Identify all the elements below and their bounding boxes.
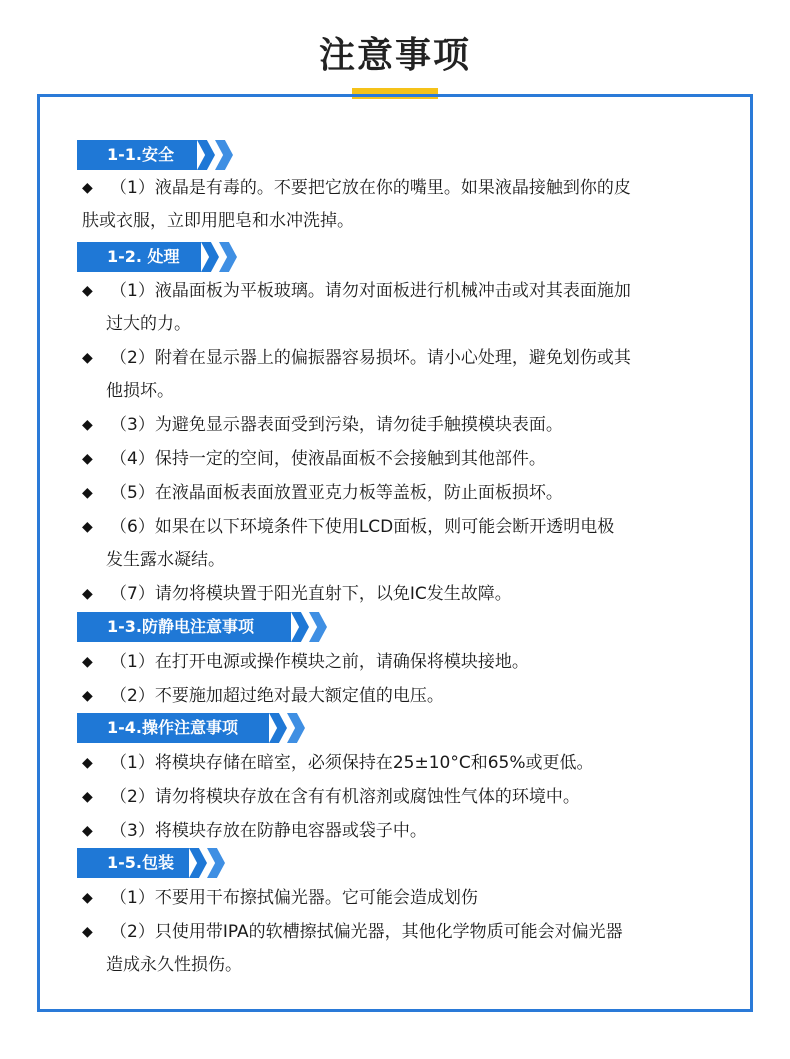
list-item: （1）不要用干布擦拭偏光器。它可能会造成划伤 [110, 888, 478, 908]
section-label: 1-3.防静电注意事项 [77, 612, 291, 642]
list-item-continuation: 造成永久性损伤。 [106, 955, 242, 975]
list-item: （2）请勿将模块存放在含有有机溶剂或腐蚀性气体的环境中。 [110, 787, 580, 807]
list-item: （2）附着在显示器上的偏振器容易损坏。请小心处理，避免划伤或其 [110, 348, 631, 368]
diamond-bullet-icon: ◆ [82, 519, 93, 535]
list-item: （7）请勿将模块置于阳光直射下，以免IC发生故障。 [110, 584, 512, 604]
section-label: 1-1.安全 [77, 140, 197, 170]
diamond-bullet-icon: ◆ [82, 654, 93, 670]
list-item: （1）液晶面板为平板玻璃。请勿对面板进行机械冲击或对其表面施加 [110, 281, 631, 301]
diamond-bullet-icon: ◆ [82, 688, 93, 704]
diamond-bullet-icon: ◆ [82, 180, 93, 196]
list-item: （4）保持一定的空间，使液晶面板不会接触到其他部件。 [110, 449, 546, 469]
diamond-bullet-icon: ◆ [82, 789, 93, 805]
list-item: （2）只使用带IPA的软槽擦拭偏光器，其他化学物质可能会对偏光器 [110, 922, 623, 942]
list-item: （6）如果在以下环境条件下使用LCD面板，则可能会断开透明电极 [110, 517, 615, 537]
list-item-continuation: 发生露水凝结。 [106, 550, 225, 570]
diamond-bullet-icon: ◆ [82, 417, 93, 433]
list-item: （1）将模块存储在暗室，必须保持在25±10°C和65%或更低。 [110, 753, 594, 773]
diamond-bullet-icon: ◆ [82, 451, 93, 467]
diamond-bullet-icon: ◆ [82, 586, 93, 602]
section-label: 1-4.操作注意事项 [77, 713, 269, 743]
list-item: （3）将模块存放在防静电容器或袋子中。 [110, 821, 427, 841]
page-title: 注意事项 [318, 35, 471, 76]
diamond-bullet-icon: ◆ [82, 823, 93, 839]
diamond-bullet-icon: ◆ [82, 283, 93, 299]
diamond-bullet-icon: ◆ [82, 485, 93, 501]
list-item: （2）不要施加超过绝对最大额定值的电压。 [110, 686, 444, 706]
list-item: （1）在打开电源或操作模块之前，请确保将模块接地。 [110, 652, 529, 672]
list-item-continuation: 过大的力。 [106, 314, 191, 334]
diamond-bullet-icon: ◆ [82, 350, 93, 366]
section-label: 1-2. 处理 [77, 242, 201, 272]
list-item: （5）在液晶面板表面放置亚克力板等盖板，防止面板损坏。 [110, 483, 563, 503]
section-label: 1-5.包装 [77, 848, 189, 878]
list-item: （1）液晶是有毒的。不要把它放在你的嘴里。如果液晶接触到你的皮 [110, 178, 631, 198]
diamond-bullet-icon: ◆ [82, 755, 93, 771]
list-item-continuation: 他损坏。 [106, 381, 174, 401]
diamond-bullet-icon: ◆ [82, 890, 93, 906]
list-item-continuation: 肤或衣服，立即用肥皂和水冲洗掉。 [82, 211, 354, 231]
diamond-bullet-icon: ◆ [82, 924, 93, 940]
list-item: （3）为避免显示器表面受到污染，请勿徒手触摸模块表面。 [110, 415, 563, 435]
